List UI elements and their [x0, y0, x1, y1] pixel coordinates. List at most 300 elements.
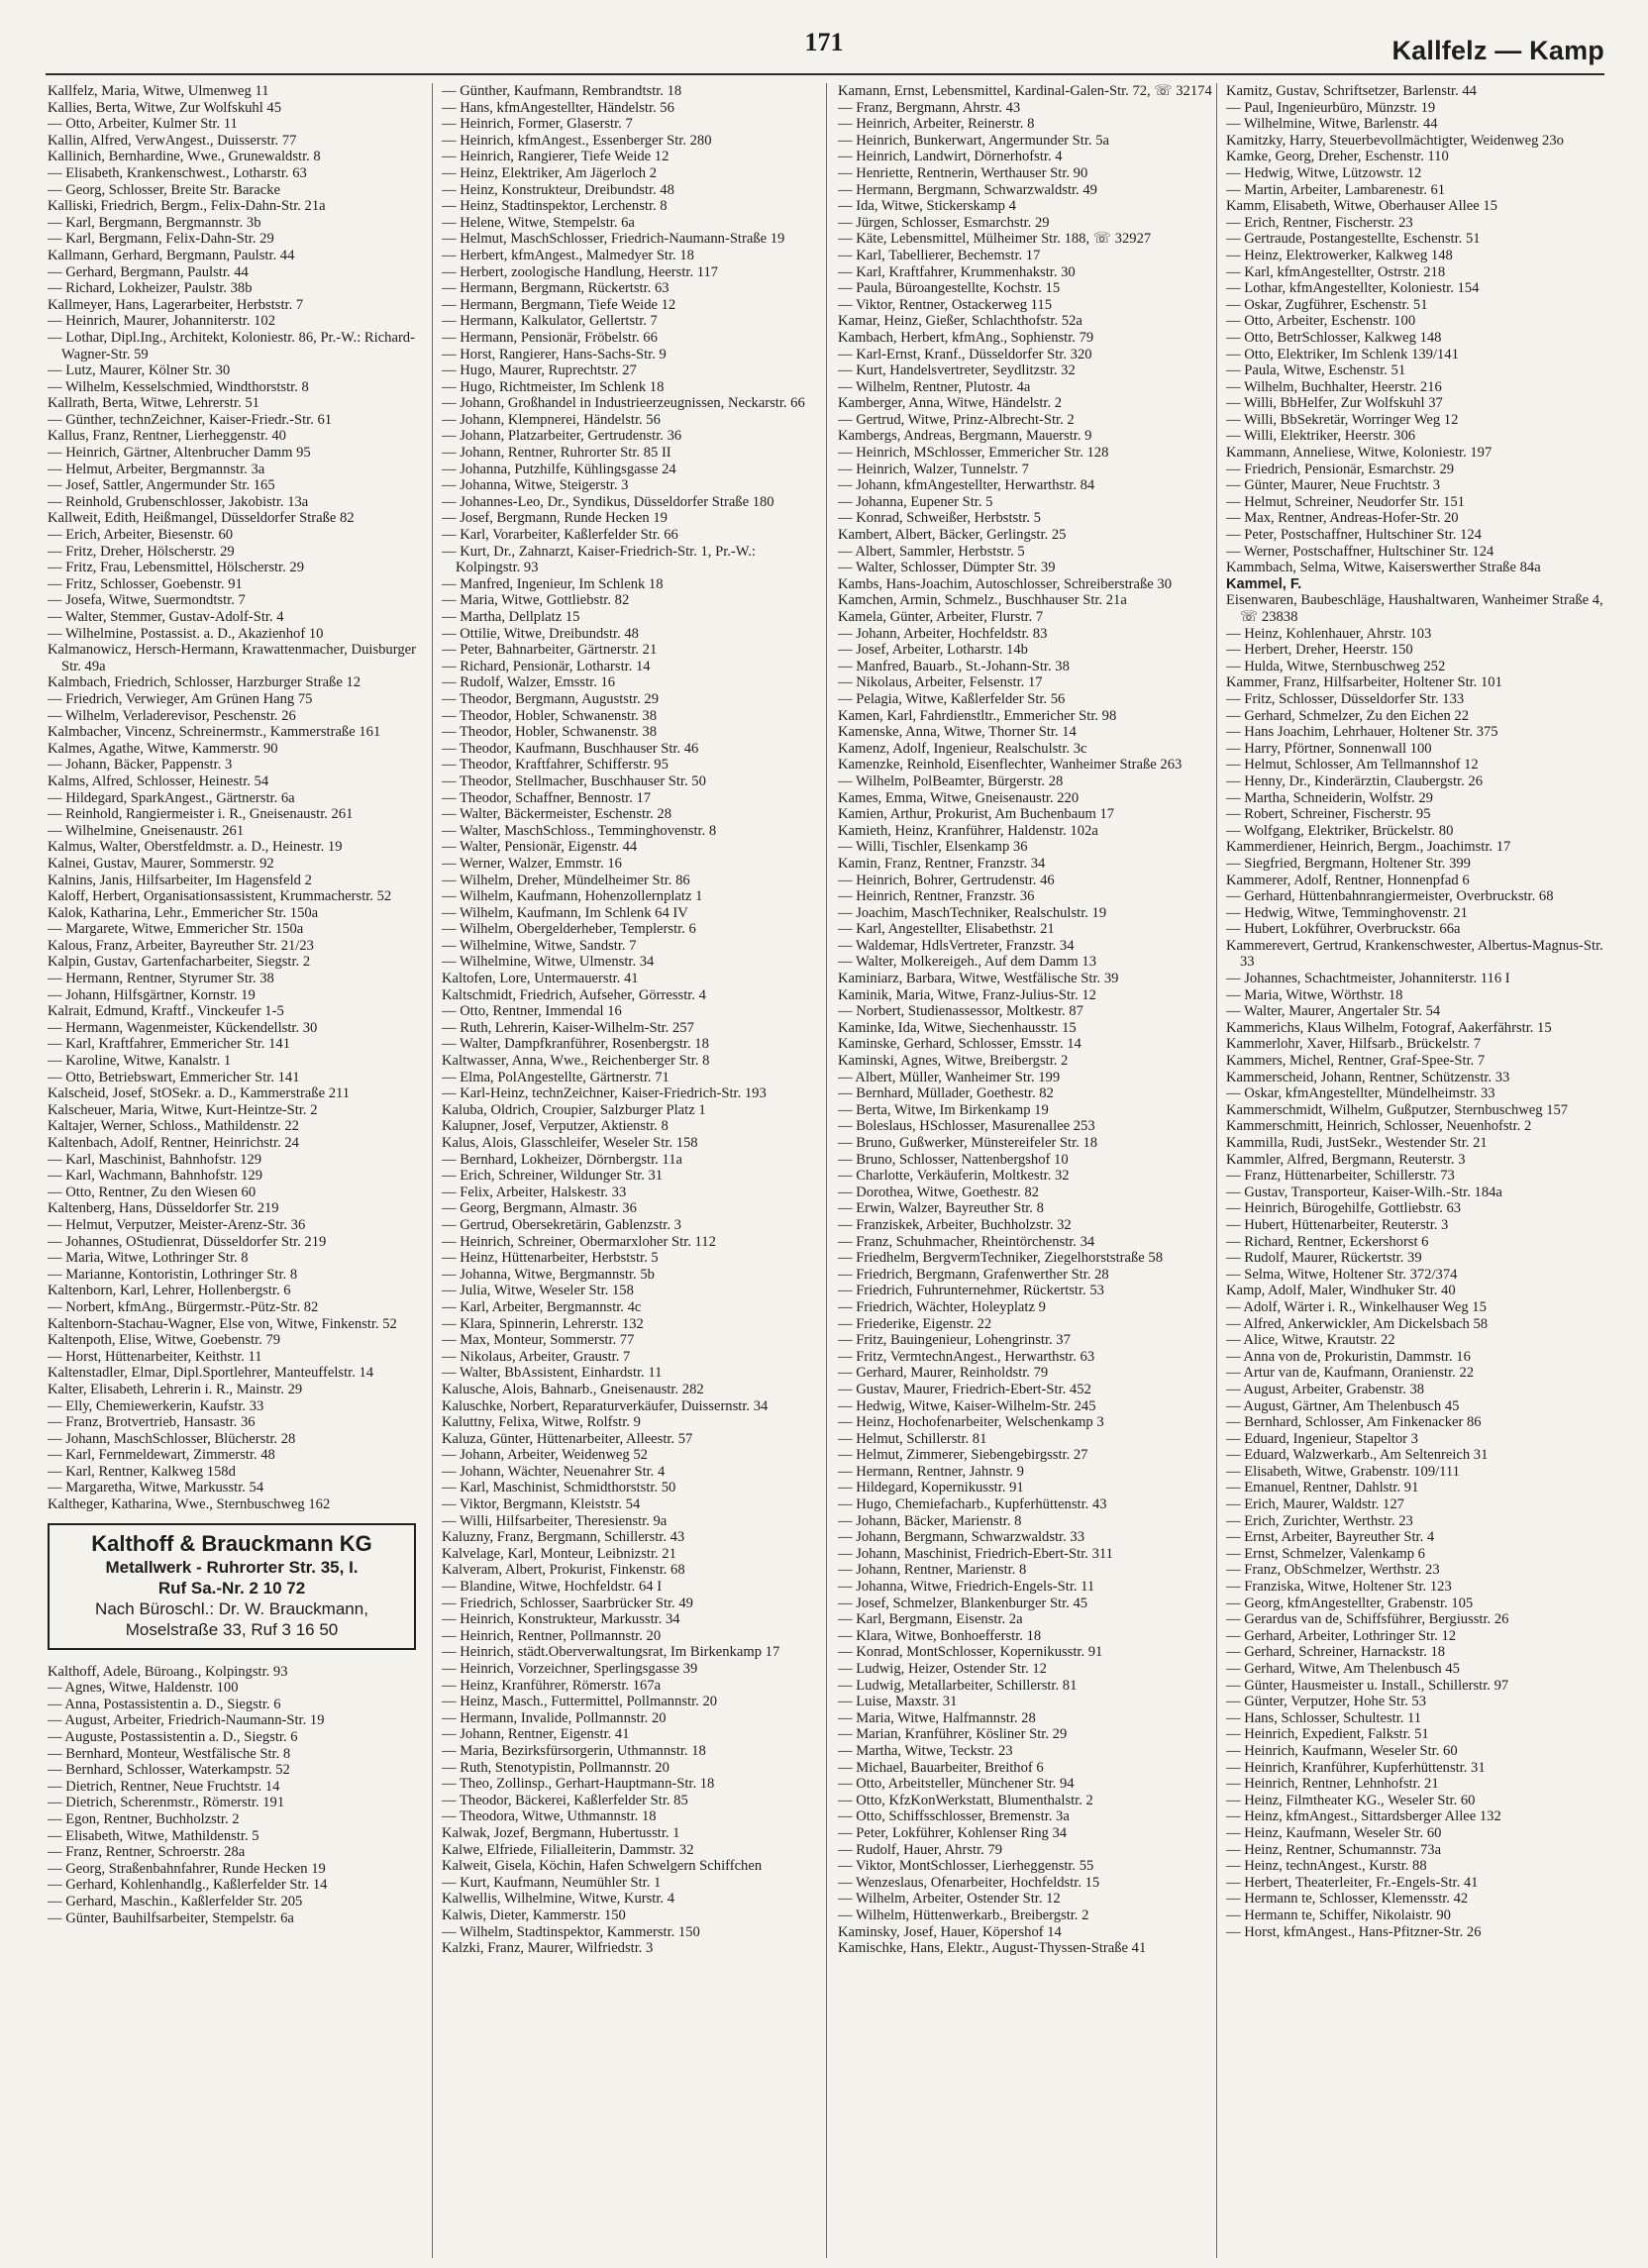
- column-divider: [826, 83, 827, 2258]
- column-divider: [1216, 83, 1217, 2258]
- directory-entry: — Viktor, Rentner, Ostackerweg 115: [838, 296, 1052, 313]
- directory-entry: — Karl, Fernmeldewart, Zimmerstr. 48: [48, 1447, 275, 1464]
- directory-entry: — Gerhard, Schmelzer, Zu den Eichen 22: [1226, 707, 1469, 724]
- directory-entry: — Heinrich, Rangierer, Tiefe Weide 12: [442, 149, 670, 165]
- directory-entry: — Willi, Hilfsarbeiter, Theresienstr. 9a: [442, 1512, 668, 1529]
- directory-entry: — Herbert, Dreher, Heerstr. 150: [1226, 642, 1413, 659]
- directory-entry: — Otto, KfzKonWerkstatt, Blumenthalstr. 2: [838, 1792, 1093, 1808]
- directory-entry: — Viktor, Bergmann, Kleiststr. 54: [442, 1496, 641, 1513]
- directory-entry: — Hermann te, Schlosser, Klemensstr. 42: [1226, 1891, 1469, 1907]
- directory-entry: — Egon, Rentner, Buchholzstr. 2: [48, 1811, 240, 1827]
- directory-entry: — Otto, Rentner, Zu den Wiesen 60: [48, 1184, 257, 1200]
- directory-entry: — Willi, Elektriker, Heerstr. 306: [1226, 428, 1416, 445]
- directory-entry: — Martha, Schneiderin, Wolfstr. 29: [1226, 789, 1433, 806]
- directory-entry: — Elly, Chemiewerkerin, Kaufstr. 33: [48, 1397, 264, 1414]
- directory-entry: Kamke, Georg, Dreher, Eschenstr. 110: [1226, 149, 1449, 165]
- directory-entry: — Ruth, Lehrerin, Kaiser-Wilhelm-Str. 257: [442, 1019, 694, 1036]
- directory-entry: — Günter, Verputzer, Hohe Str. 53: [1226, 1694, 1427, 1710]
- directory-entry: — Helmut, Schreiner, Neudorfer Str. 151: [1226, 493, 1465, 510]
- directory-entry: — Wilhelm, Kaufmann, Im Schlenk 64 IV: [442, 904, 688, 921]
- directory-entry: — Johann, Arbeiter, Weidenweg 52: [442, 1447, 648, 1464]
- ad-phone: Ruf Sa.-Nr. 2 10 72: [157, 1578, 306, 1598]
- directory-entry: — Johann, Platzarbeiter, Gertrudenstr. 36: [442, 428, 682, 445]
- directory-entry: — Karl, Tabellierer, Bechemstr. 17: [838, 247, 1041, 263]
- directory-entry: — Richard, Lokheizer, Paulstr. 38b: [48, 280, 253, 297]
- directory-entry: — Johannes, OStudienrat, Düsseldorfer Str. 219: [48, 1233, 327, 1250]
- directory-entry: — Heinz, technAngest., Kurstr. 88: [1226, 1858, 1427, 1875]
- directory-entry: — Willi, Tischler, Elsenkamp 36: [838, 839, 1028, 856]
- directory-entry: Kaminsky, Josef, Hauer, Köpershof 14: [838, 1923, 1062, 1940]
- directory-entry: Kammerer, Adolf, Rentner, Honnenpfad 6: [1226, 872, 1470, 888]
- directory-entry: — Heinz, Elektrowerker, Kalkweg 148: [1226, 247, 1453, 263]
- directory-entry: — Fritz, Schlosser, Düsseldorfer Str. 133: [1226, 690, 1465, 707]
- directory-entry: — Norbert, Studienassessor, Moltkestr. 87: [838, 1003, 1083, 1020]
- directory-entry: — Otto, Elektriker, Im Schlenk 139/141: [1226, 346, 1459, 362]
- directory-entry: — Alice, Witwe, Krautstr. 22: [1226, 1332, 1395, 1349]
- directory-entry: — Theodor, Bergmann, Auguststr. 29: [442, 690, 659, 707]
- ad-after-hours: Nach Büroschl.: Dr. W. Brauckmann, Moselstraße 33, Ruf 3 16 50: [95, 1598, 368, 1639]
- directory-entry: — Johann, Bäcker, Marienstr. 8: [838, 1512, 1022, 1529]
- directory-entry: — Walter, Stemmer, Gustav-Adolf-Str. 4: [48, 609, 284, 625]
- directory-entry: — Heinz, Rentner, Schumannstr. 73a: [1226, 1841, 1442, 1858]
- directory-entry: Kalmbacher, Vincenz, Schreinermstr., Kammerstraße 161: [48, 724, 381, 741]
- directory-entry: — Emanuel, Rentner, Dahlstr. 91: [1226, 1480, 1419, 1496]
- running-head: Kallfelz — Kamp: [1391, 36, 1604, 65]
- directory-entry: Kaminski, Agnes, Witwe, Breibergstr. 2: [838, 1053, 1069, 1070]
- directory-entry: — Heinrich, Schreiner, Obermarxloher Str. 112: [442, 1233, 716, 1250]
- directory-entry: — Blandine, Witwe, Hochfeldstr. 64 I: [442, 1579, 663, 1596]
- directory-entry: — Johann, Bäcker, Pappenstr. 3: [48, 757, 233, 773]
- directory-entry: — Franz, Brotvertrieb, Hansastr. 36: [48, 1414, 256, 1431]
- directory-entry: — Walter, Schlosser, Dümpter Str. 39: [838, 560, 1056, 576]
- ad-address: Metallwerk - Ruhrorter Str. 35, I.: [105, 1557, 359, 1577]
- directory-entry: — Martha, Dellplatz 15: [442, 609, 580, 625]
- directory-entry: — Johanna, Eupener Str. 5: [838, 493, 993, 510]
- directory-entry: — Günther, Kaufmann, Rembrandtstr. 18: [442, 83, 682, 99]
- directory-entry: — Hubert, Hüttenarbeiter, Reuterstr. 3: [1226, 1216, 1449, 1233]
- directory-entry: — Heinz, Hochofenarbeiter, Welschenkamp 3: [838, 1414, 1104, 1431]
- directory-entry: Kallfelz, Maria, Witwe, Ulmenweg 11: [48, 83, 269, 99]
- directory-entry: — Karl, Rentner, Kalkweg 158d: [48, 1463, 236, 1480]
- directory-entry: — Günter, Maurer, Neue Fruchtstr. 3: [1226, 477, 1441, 494]
- directory-entry: Kamitz, Gustav, Schriftsetzer, Barlenstr. 44: [1226, 83, 1477, 99]
- directory-entry: — Wilhelm, Verladerevisor, Peschenstr. 26: [48, 707, 296, 724]
- directory-entry: — Anna von de, Prokuristin, Dammstr. 16: [1226, 1348, 1471, 1365]
- directory-entry: Kammbach, Selma, Witwe, Kaiserswerther Straße 84a: [1226, 560, 1541, 576]
- directory-entry: — Gerhard, Witwe, Am Thelenbusch 45: [1226, 1661, 1460, 1677]
- directory-entry: — Rudolf, Walzer, Emsstr. 16: [442, 674, 616, 691]
- directory-entry: — Karl-Ernst, Kranf., Düsseldorfer Str. 320: [838, 346, 1092, 362]
- directory-entry: — Rudolf, Hauer, Ahrstr. 79: [838, 1841, 1003, 1858]
- directory-entry: — Gustav, Maurer, Friedrich-Ebert-Str. 452: [838, 1381, 1091, 1397]
- directory-entry: — Gustav, Transporteur, Kaiser-Wilh.-Str. 184a: [1226, 1184, 1502, 1200]
- directory-entry: Kaltheger, Katharina, Wwe., Sternbuschweg 162: [48, 1496, 331, 1513]
- directory-entry: — Karl, Bergmann, Eisenstr. 2a: [838, 1611, 1023, 1628]
- directory-entry: — Elisabeth, Witwe, Mathildenstr. 5: [48, 1827, 259, 1844]
- directory-entry: — Karl, Kraftfahrer, Krummenhakstr. 30: [838, 263, 1076, 280]
- directory-entry: — Hildegard, Kopernikusstr. 91: [838, 1480, 1024, 1496]
- directory-entry: — Wilhelm, Buchhalter, Heerstr. 216: [1226, 378, 1442, 395]
- directory-entry: — Walter, Dampfkranführer, Rosenbergstr. 18: [442, 1036, 709, 1053]
- directory-entry: — Bernhard, Monteur, Westfälische Str. 8: [48, 1745, 291, 1762]
- directory-entry: Kaminke, Ida, Witwe, Siechenhausstr. 15: [838, 1019, 1077, 1036]
- directory-entry: — Manfred, Bauarb., St.-Johann-Str. 38: [838, 658, 1070, 674]
- directory-entry: — Martin, Arbeiter, Lambarenestr. 61: [1226, 181, 1446, 198]
- directory-entry: — Heinrich, Rentner, Pollmannstr. 20: [442, 1627, 662, 1644]
- directory-entry: — Oskar, Zugführer, Eschenstr. 51: [1226, 296, 1428, 313]
- directory-entry: Kalzki, Franz, Maurer, Wilfriedstr. 3: [442, 1940, 654, 1957]
- directory-entry: — Maria, Witwe, Lothringer Str. 8: [48, 1250, 249, 1267]
- directory-entry: Kalmbach, Friedrich, Schlosser, Harzburger Straße 12: [48, 674, 361, 691]
- directory-entry: — Fritz, Dreher, Hölscherstr. 29: [48, 543, 235, 560]
- directory-entry: — Friedrich, Fuhrunternehmer, Rückertstr. 53: [838, 1283, 1104, 1299]
- directory-entry: — Klara, Spinnerin, Lehrerstr. 132: [442, 1315, 644, 1332]
- directory-entry: — Adolf, Wärter i. R., Winkelhauser Weg 15: [1226, 1298, 1487, 1315]
- directory-entry: — Henny, Dr., Kinderärztin, Claubergstr. 26: [1226, 773, 1483, 789]
- directory-entry: — Harry, Pförtner, Sonnenwall 100: [1226, 740, 1432, 757]
- directory-entry: — Oskar, kfmAngestellter, Mündelheimstr. 33: [1226, 1085, 1495, 1102]
- directory-entry: — Heinrich, Landwirt, Dörnerhofstr. 4: [838, 149, 1063, 165]
- directory-entry: — Eduard, Ingenieur, Stapeltor 3: [1226, 1430, 1418, 1447]
- directory-entry: — Bruno, Gußwerker, Münstereifeler Str. 18: [838, 1135, 1098, 1151]
- directory-entry: — Ludwig, Heizer, Ostender Str. 12: [838, 1661, 1047, 1677]
- directory-entry: — Artur van de, Kaufmann, Oranienstr. 22: [1226, 1365, 1475, 1382]
- entry-list: [838, 83, 1214, 1957]
- directory-entry: — Helmut, Schlosser, Am Tellmannshof 12: [1226, 757, 1479, 773]
- directory-entry: Kalpin, Gustav, Gartenfacharbeiter, Siegstr. 2: [48, 954, 311, 971]
- directory-entry: — Franz, Schuhmacher, Rheintörchenstr. 34: [838, 1233, 1095, 1250]
- directory-entry: — Theo, Zollinsp., Gerhart-Hauptmann-Str. 18: [442, 1776, 715, 1793]
- directory-entry: — Horst, kfmAngest., Hans-Pfitzner-Str. 26: [1226, 1923, 1482, 1940]
- directory-entry: — Hedwig, Witwe, Kaiser-Wilhelm-Str. 245: [838, 1397, 1096, 1414]
- directory-entry: — Konrad, MontSchlosser, Kopernikusstr. 91: [838, 1644, 1103, 1661]
- directory-entry: — Johann, Rentner, Marienstr. 8: [838, 1562, 1027, 1579]
- directory-entry: — Johannes, Schachtmeister, Johanniterstr. 116 I: [1226, 971, 1510, 987]
- directory-entry: — Johanna, Witwe, Friedrich-Engels-Str. 11: [838, 1579, 1095, 1596]
- directory-entry: — Friedhelm, BergvermTechniker, Ziegelhorststraße 58: [838, 1250, 1164, 1267]
- directory-entry: — Pelagia, Witwe, Kaßlerfelder Str. 56: [838, 690, 1066, 707]
- directory-entry: — Wilhelmine, Postassist. a. D., Akazienhof 10: [48, 625, 324, 642]
- directory-entry: — Wilhelm, Hüttenwerkarb., Breibergstr. 2: [838, 1907, 1089, 1923]
- directory-entry: Kamann, Ernst, Lebensmittel, Kardinal-Galen-Str. 72, ☏ 32174: [838, 83, 1212, 99]
- directory-entry: Kalweit, Gisela, Köchin, Hafen Schwelgern Schiffchen: [442, 1858, 763, 1875]
- directory-entry: — Albert, Müller, Wanheimer Str. 199: [838, 1069, 1061, 1085]
- directory-entry: — Julia, Witwe, Weseler Str. 158: [442, 1283, 634, 1299]
- directory-entry: — Bernhard, Müllader, Goethestr. 82: [838, 1085, 1054, 1102]
- directory-entry: — Max, Rentner, Andreas-Hofer-Str. 20: [1226, 510, 1459, 527]
- directory-entry: — Theodor, Hobler, Schwanenstr. 38: [442, 724, 658, 741]
- directory-entry: — Günter, Hausmeister u. Install., Schillerstr. 97: [1226, 1677, 1509, 1694]
- directory-entry: Kalnins, Janis, Hilfsarbeiter, Im Hagensfeld 2: [48, 872, 312, 888]
- directory-entry: Kaltenstadler, Elmar, Dipl.Sportlehrer, Manteuffelstr. 14: [48, 1365, 374, 1382]
- directory-entry: — Joachim, MaschTechniker, Realschulstr. 19: [838, 904, 1107, 921]
- directory-entry: Kammerschmitt, Heinrich, Schlosser, Neuenhofstr. 2: [1226, 1118, 1532, 1135]
- directory-entry: — Theodor, Schaffner, Bennostr. 17: [442, 789, 652, 806]
- directory-entry: — Manfred, Ingenieur, Im Schlenk 18: [442, 575, 664, 592]
- directory-entry: — Heinrich, Bunkerwart, Angermunder Str. 5a: [838, 132, 1109, 149]
- directory-entry: — Johann, Rentner, Ruhrorter Str. 85 II: [442, 445, 671, 462]
- directory-entry: — Hildegard, SparkAngest., Gärtnerstr. 6a: [48, 789, 295, 806]
- directory-entry: Kallin, Alfred, VerwAngest., Duisserstr. 77: [48, 132, 297, 149]
- directory-entry: — Hedwig, Witwe, Temminghovenstr. 21: [1226, 904, 1468, 921]
- directory-entry: — Wilhelmine, Gneisenaustr. 261: [48, 822, 245, 839]
- directory-entry: — Eduard, Walzwerkarb., Am Seltenreich 31: [1226, 1447, 1489, 1464]
- directory-entry: — Otto, BetrSchlosser, Kalkweg 148: [1226, 329, 1442, 346]
- directory-entry: — Theodor, Kraftfahrer, Schifferstr. 95: [442, 757, 669, 773]
- directory-entry: Kamela, Günter, Arbeiter, Flurstr. 7: [838, 609, 1044, 625]
- directory-entry: — Ruth, Stenotypistin, Pollmannstr. 20: [442, 1759, 670, 1776]
- directory-entry: — Wilhelm, Kaufmann, Hohenzollernplatz 1: [442, 888, 703, 905]
- directory-entry: — Johann, kfmAngestellter, Herwarthstr. 84: [838, 477, 1095, 494]
- directory-entry: — Otto, Arbeiter, Kulmer Str. 11: [48, 116, 238, 133]
- directory-entry: — Bruno, Schlosser, Nattenbergshof 10: [838, 1151, 1069, 1168]
- directory-entry: — Herbert, Theaterleiter, Fr.-Engels-Str. 41: [1226, 1874, 1479, 1891]
- directory-entry: — Herbert, kfmAngest., Malmedyer Str. 18: [442, 247, 694, 263]
- directory-entry: — Heinz, Masch., Futtermittel, Pollmannstr. 20: [442, 1694, 718, 1710]
- directory-entry: — Agnes, Witwe, Haldenstr. 100: [48, 1680, 239, 1697]
- directory-entry: Kaltenberg, Hans, Düsseldorfer Str. 219: [48, 1200, 279, 1217]
- directory-entry: — Walter, BbAssistent, Einhardstr. 11: [442, 1365, 663, 1382]
- directory-entry: — Heinz, kfmAngest., Sittardsberger Allee 132: [1226, 1808, 1501, 1825]
- directory-entry: — Margarete, Witwe, Emmericher Str. 150a: [48, 921, 304, 938]
- directory-entry: — Otto, Rentner, Immendal 16: [442, 1003, 622, 1020]
- directory-entry: — Erich, Arbeiter, Biesenstr. 60: [48, 527, 234, 544]
- directory-entry: — Dietrich, Scherenmstr., Römerstr. 191: [48, 1795, 285, 1811]
- directory-entry: — Johann, Arbeiter, Hochfeldstr. 83: [838, 625, 1048, 642]
- directory-entry: Kamm, Elisabeth, Witwe, Oberhauser Allee 15: [1226, 198, 1497, 215]
- directory-entry: — Johann, Hilfsgärtner, Kornstr. 19: [48, 986, 256, 1003]
- directory-entry: — Peter, Postschaffner, Hultschiner Str. 124: [1226, 527, 1482, 544]
- directory-entry: — Ludwig, Metallarbeiter, Schillerstr. 81: [838, 1677, 1078, 1694]
- directory-entry: — Selma, Witwe, Holtener Str. 372/374: [1226, 1266, 1458, 1283]
- directory-entry: — Gerhard, Schreiner, Harnackstr. 18: [1226, 1644, 1446, 1661]
- directory-entry: Kallus, Franz, Rentner, Lierheggenstr. 40: [48, 428, 286, 445]
- directory-entry: — Hugo, Richtmeister, Im Schlenk 18: [442, 378, 665, 395]
- directory-entry: — Lutz, Maurer, Kölner Str. 30: [48, 362, 231, 379]
- directory-entry: Kambach, Herbert, kfmAng., Sophienstr. 79: [838, 329, 1094, 346]
- directory-entry: Kames, Emma, Witwe, Gneisenaustr. 220: [838, 789, 1080, 806]
- directory-entry: Kamberger, Anna, Witwe, Händelstr. 2: [838, 395, 1063, 412]
- directory-entry: Kallinich, Bernhardine, Wwe., Grunewaldstr. 8: [48, 149, 321, 165]
- directory-entry: — Günter, Bauhilfsarbeiter, Stempelstr. 6a: [48, 1909, 294, 1926]
- directory-entry: Kaluttny, Felixa, Witwe, Rolfstr. 9: [442, 1414, 641, 1431]
- directory-entry: — August, Gärtner, Am Thelenbusch 45: [1226, 1397, 1460, 1414]
- directory-entry: — Paula, Witwe, Eschenstr. 51: [1226, 362, 1406, 379]
- directory-entry: — Elisabeth, Witwe, Grabenstr. 109/111: [1226, 1463, 1460, 1480]
- directory-entry: Kaluzny, Franz, Bergmann, Schillerstr. 43: [442, 1529, 685, 1546]
- directory-entry: — Paula, Büroangestellte, Kochstr. 15: [838, 280, 1061, 297]
- directory-entry: — Karl, Bergmann, Felix-Dahn-Str. 29: [48, 231, 274, 248]
- directory-entry: — Hermann, Rentner, Jahnstr. 9: [838, 1463, 1024, 1480]
- directory-entry: Kalscheid, Josef, StOSekr. a. D., Kammerstraße 211: [48, 1085, 351, 1102]
- header-rule: [46, 73, 1604, 75]
- directory-entry: — Georg, Straßenbahnfahrer, Runde Hecken 19: [48, 1860, 326, 1877]
- directory-entry: — Georg, kfmAngestellter, Grabenstr. 105: [1226, 1595, 1474, 1611]
- directory-entry: Kamenz, Adolf, Ingenieur, Realschulstr. 3c: [838, 740, 1087, 757]
- ad-company-name: Kalthoff & Brauckmann KG: [91, 1530, 372, 1556]
- directory-entry: Kallrath, Berta, Witwe, Lehrerstr. 51: [48, 395, 259, 412]
- directory-entry: — Heinrich, Walzer, Tunnelstr. 7: [838, 461, 1029, 477]
- directory-entry: Kallies, Berta, Witwe, Zur Wolfskuhl 45: [48, 99, 282, 116]
- directory-entry: — Friedrich, Bergmann, Grafenwerther Str. 28: [838, 1266, 1109, 1283]
- directory-entry: — Otto, Arbeiter, Eschenstr. 100: [1226, 313, 1416, 330]
- directory-entry: — Ottilie, Witwe, Dreibundstr. 48: [442, 625, 639, 642]
- directory-entry: — Wilhelm, Rentner, Plutostr. 4a: [838, 378, 1031, 395]
- directory-entry: — Gerhard, Arbeiter, Lothringer Str. 12: [1226, 1627, 1457, 1644]
- directory-entry: — Felix, Arbeiter, Halskestr. 33: [442, 1184, 627, 1200]
- directory-entry: — Hermann, Rentner, Styrumer Str. 38: [48, 971, 274, 987]
- directory-entry: — Walter, Pensionär, Eigenstr. 44: [442, 839, 638, 856]
- directory-entry: — Waldemar, HdlsVertreter, Franzstr. 34: [838, 937, 1075, 954]
- directory-entry: — Werner, Postschaffner, Hultschiner Str. 124: [1226, 543, 1494, 560]
- directory-entry: — Johann, Bergmann, Schwarzwaldstr. 33: [838, 1529, 1084, 1546]
- directory-entry: Kalthoff, Adele, Büroang., Kolpingstr. 93: [48, 1663, 288, 1680]
- directory-entry: — Franz, Rentner, Schroerstr. 28a: [48, 1844, 246, 1861]
- directory-entry: — Albert, Sammler, Herbststr. 5: [838, 543, 1025, 560]
- directory-entry: Kalous, Franz, Arbeiter, Bayreuther Str. 21/23: [48, 937, 314, 954]
- directory-entry: Kamenzke, Reinhold, Eisenflechter, Wanheimer Straße 263: [838, 757, 1183, 773]
- directory-entry: — Johann, Klempnerei, Händelstr. 56: [442, 411, 661, 428]
- directory-entry: Kaltenborn-Stachau-Wagner, Else von, Witwe, Finkenstr. 52: [48, 1315, 397, 1332]
- directory-entry: — Karl, Wachmann, Bahnhofstr. 129: [48, 1168, 263, 1185]
- directory-entry: — Marian, Kranführer, Kösliner Str. 29: [838, 1726, 1068, 1743]
- directory-entry: Kammilla, Rudi, JustSekr., Westender Str. 21: [1226, 1135, 1488, 1151]
- directory-entry: — Hugo, Maurer, Ruprechtstr. 27: [442, 362, 637, 379]
- directory-entry: — Fritz, VermtechnAngest., Herwarthstr. 63: [838, 1348, 1095, 1365]
- directory-entry: — Dorothea, Witwe, Goethestr. 82: [838, 1184, 1040, 1200]
- directory-entry: — Gertrud, Witwe, Prinz-Albrecht-Str. 2: [838, 411, 1075, 428]
- directory-entry: — Heinz, Kaufmann, Weseler Str. 60: [1226, 1824, 1442, 1841]
- directory-entry: — Klara, Witwe, Bonhoefferstr. 18: [838, 1627, 1042, 1644]
- directory-entry: — Heinrich, Arbeiter, Reinerstr. 8: [838, 116, 1035, 133]
- column-4: [1226, 83, 1606, 2258]
- directory-entry: — Heinrich, Bürogehilfe, Gottliebstr. 63: [1226, 1200, 1462, 1217]
- directory-entry: — August, Arbeiter, Friedrich-Naumann-Str. 19: [48, 1712, 325, 1729]
- directory-entry: — Gerhard, Bergmann, Paulstr. 44: [48, 263, 249, 280]
- directory-entry: — Wilhelmine, Witwe, Sandstr. 7: [442, 937, 637, 954]
- directory-entry: — Erich, Rentner, Fischerstr. 23: [1226, 214, 1413, 231]
- directory-entry: Kaminiarz, Barbara, Witwe, Westfälische Str. 39: [838, 971, 1119, 987]
- directory-entry: — Johanna, Witwe, Bergmannstr. 5b: [442, 1266, 655, 1283]
- directory-entry: — Hermann, Wagenmeister, Kückendellstr. 30: [48, 1019, 318, 1036]
- directory-entry: Kammann, Anneliese, Witwe, Koloniestr. 197: [1226, 445, 1493, 462]
- directory-entry: — Hans, kfmAngestellter, Händelstr. 56: [442, 99, 674, 116]
- directory-entry: Kalscheuer, Maria, Witwe, Kurt-Heintze-Str. 2: [48, 1101, 318, 1118]
- directory-entry: — Wilhelm, Obergelderheber, Templerstr. 6: [442, 921, 696, 938]
- directory-entry: Kalrait, Edmund, Kraftf., Vinckeufer 1-5: [48, 1003, 284, 1020]
- directory-entry: — Friedrich, Schlosser, Saarbrücker Str. 49: [442, 1595, 693, 1611]
- directory-entry: — Erich, Zurichter, Werthstr. 23: [1226, 1512, 1413, 1529]
- directory-entry: — Karl, kfmAngestellter, Ostrstr. 218: [1226, 263, 1446, 280]
- directory-entry: Kalwak, Jozef, Bergmann, Hubertusstr. 1: [442, 1824, 680, 1841]
- directory-entry: — Bernhard, Schlosser, Waterkampstr. 52: [48, 1762, 290, 1779]
- directory-entry: — Wilhelmine, Witwe, Barlenstr. 44: [1226, 116, 1438, 133]
- directory-entry: — Gertrud, Obersekretärin, Gablenzstr. 3: [442, 1216, 681, 1233]
- directory-entry: Kaluschke, Norbert, Reparaturverkäufer, Duissernstr. 34: [442, 1397, 769, 1414]
- directory-entry: Kalus, Alois, Glasschleifer, Weseler Str. 158: [442, 1135, 698, 1151]
- directory-entry: — Kurt, Handelsvertreter, Seydlitzstr. 32: [838, 362, 1076, 379]
- directory-entry: — Heinrich, Kranführer, Kupferhüttenstr. 31: [1226, 1759, 1486, 1776]
- directory-entry: — Georg, Schlosser, Breite Str. Baracke: [48, 181, 281, 198]
- directory-entry: — Johann, Großhandel in Industrieerzeugnissen, Neckarstr. 66: [442, 395, 805, 412]
- directory-entry: — Reinhold, Grubenschlosser, Jakobistr. 13a: [48, 493, 309, 510]
- directory-entry: — Helene, Witwe, Stempelstr. 6a: [442, 214, 635, 231]
- directory-entry: Kaltenbach, Adolf, Rentner, Heinrichstr. 24: [48, 1135, 299, 1151]
- directory-entry: — Hans Joachim, Lehrhauer, Holtener Str. 375: [1226, 724, 1498, 741]
- directory-entry: Kamien, Arthur, Prokurist, Am Buchenbaum 17: [838, 806, 1115, 823]
- directory-entry: — Siegfried, Bergmann, Holtener Str. 399: [1226, 855, 1471, 872]
- directory-entry: — Franz, Bergmann, Ahrstr. 43: [838, 99, 1021, 116]
- directory-entry: Kammerdiener, Heinrich, Bergm., Joachimstr. 17: [1226, 839, 1511, 856]
- directory-entry: — Wilhelm, Stadtinspektor, Kammerstr. 150: [442, 1923, 700, 1940]
- directory-entry: Kamp, Adolf, Maler, Windhuker Str. 40: [1226, 1283, 1456, 1299]
- directory-entry: — Walter, Maurer, Angertaler Str. 54: [1226, 1003, 1441, 1020]
- directory-entry: — Hans, Schlosser, Schultestr. 11: [1226, 1709, 1422, 1726]
- directory-entry: — Michael, Bauarbeiter, Breithof 6: [838, 1759, 1044, 1776]
- directory-entry: — Otto, Betriebswart, Emmericher Str. 141: [48, 1069, 300, 1085]
- directory-entry: Kalveram, Albert, Prokurist, Finkenstr. 68: [442, 1562, 685, 1579]
- directory-entry: — Dietrich, Rentner, Neue Fruchtstr. 14: [48, 1778, 280, 1795]
- directory-entry: Kammers, Michel, Rentner, Graf-Spee-Str. 7: [1226, 1053, 1486, 1070]
- directory-entry: — Theodor, Kaufmann, Buschhauser Str. 46: [442, 740, 699, 757]
- directory-entry: — Margaretha, Witwe, Markusstr. 54: [48, 1480, 264, 1496]
- directory-entry: — Heinrich, Rentner, Franzstr. 36: [838, 888, 1035, 905]
- directory-entry: — Heinz, Konstrukteur, Dreibundstr. 48: [442, 181, 674, 198]
- directory-entry: Kaltenborn, Karl, Lehrer, Hollenbergstr. 6: [48, 1283, 291, 1299]
- directory-entry: — Karl, Maschinist, Bahnhofstr. 129: [48, 1151, 262, 1168]
- directory-entry: — Ernst, Arbeiter, Bayreuther Str. 4: [1226, 1529, 1435, 1546]
- page-number: 171: [804, 28, 844, 56]
- directory-entry: — Werner, Walzer, Emmstr. 16: [442, 855, 622, 872]
- directory-entry: — Josef, Bergmann, Runde Hecken 19: [442, 510, 668, 527]
- directory-entry: — Gerhard, Maschin., Kaßlerfelder Str. 205: [48, 1893, 303, 1909]
- directory-entry: — Heinz, Stadtinspektor, Lerchenstr. 8: [442, 198, 668, 215]
- directory-entry: — Friedrich, Pensionär, Esmarchstr. 29: [1226, 461, 1455, 477]
- directory-entry: — Reinhold, Rangiermeister i. R., Gneisenaustr. 261: [48, 806, 354, 823]
- directory-entry: Kammerevert, Gertrud, Krankenschwester, Albertus-Magnus-Str. 33: [1226, 937, 1603, 971]
- directory-entry: Kalok, Katharina, Lehr., Emmericher Str. 150a: [48, 904, 319, 921]
- directory-entry: Kammerlohr, Xaver, Hilfsarb., Brückelstr. 7: [1226, 1036, 1481, 1053]
- directory-entry: — Peter, Bahnarbeiter, Gärtnerstr. 21: [442, 642, 658, 659]
- directory-entry: Kallmann, Gerhard, Bergmann, Paulstr. 44: [48, 247, 295, 263]
- directory-entry: — Heinrich, Gärtner, Altenbrucher Damm 95: [48, 445, 311, 462]
- directory-entry: — Heinrich, Maurer, Johanniterstr. 102: [48, 313, 276, 330]
- directory-entry: — Wilhelm, Arbeiter, Ostender Str. 12: [838, 1891, 1061, 1907]
- directory-entry: — Helmut, Zimmerer, Siebengebirgsstr. 27: [838, 1447, 1088, 1464]
- directory-entry: Kalmes, Agathe, Witwe, Kammerstr. 90: [48, 740, 278, 757]
- directory-entry: — Viktor, MontSchlosser, Lierheggenstr. 55: [838, 1858, 1094, 1875]
- directory-entry: — Karl, Bergmann, Bergmannstr. 3b: [48, 214, 261, 231]
- directory-entry: Kambert, Albert, Bäcker, Gerlingstr. 25: [838, 527, 1067, 544]
- directory-entry: Kaluza, Günter, Hüttenarbeiter, Alleestr. 57: [442, 1430, 693, 1447]
- directory-entry: — Helmut, Arbeiter, Bergmannstr. 3a: [48, 461, 265, 477]
- directory-entry: — Theodora, Witwe, Uthmannstr. 18: [442, 1808, 657, 1825]
- directory-entry: Kalusche, Alois, Bahnarb., Gneisenaustr. 282: [442, 1381, 704, 1397]
- directory-entry: Kammerscheid, Johann, Rentner, Schützenstr. 33: [1226, 1069, 1510, 1085]
- directory-entry: — Wilhelm, PolBeamter, Bürgerstr. 28: [838, 773, 1064, 789]
- directory-entry: — Kurt, Kaufmann, Neumühler Str. 1: [442, 1874, 662, 1891]
- directory-entry: — Wilhelmine, Witwe, Ulmenstr. 34: [442, 954, 655, 971]
- directory-entry: — Elisabeth, Krankenschwest., Lotharstr. 63: [48, 164, 307, 181]
- directory-entry: — Gertraude, Postangestellte, Eschenstr. 51: [1226, 231, 1481, 248]
- directory-entry: — Hermann, Pensionär, Fröbelstr. 66: [442, 329, 658, 346]
- directory-entry: — Fritz, Frau, Lebensmittel, Hölscherstr. 29: [48, 560, 304, 576]
- directory-entry: — Helmut, Verputzer, Meister-Arenz-Str. 36: [48, 1216, 306, 1233]
- directory-entry: — Maria, Witwe, Halfmannstr. 28: [838, 1709, 1036, 1726]
- column-3: [838, 83, 1214, 2258]
- directory-entry: Kaminik, Maria, Witwe, Franz-Julius-Str. 12: [838, 986, 1096, 1003]
- directory-entry: — Walter, Bäckermeister, Eschenstr. 28: [442, 806, 672, 823]
